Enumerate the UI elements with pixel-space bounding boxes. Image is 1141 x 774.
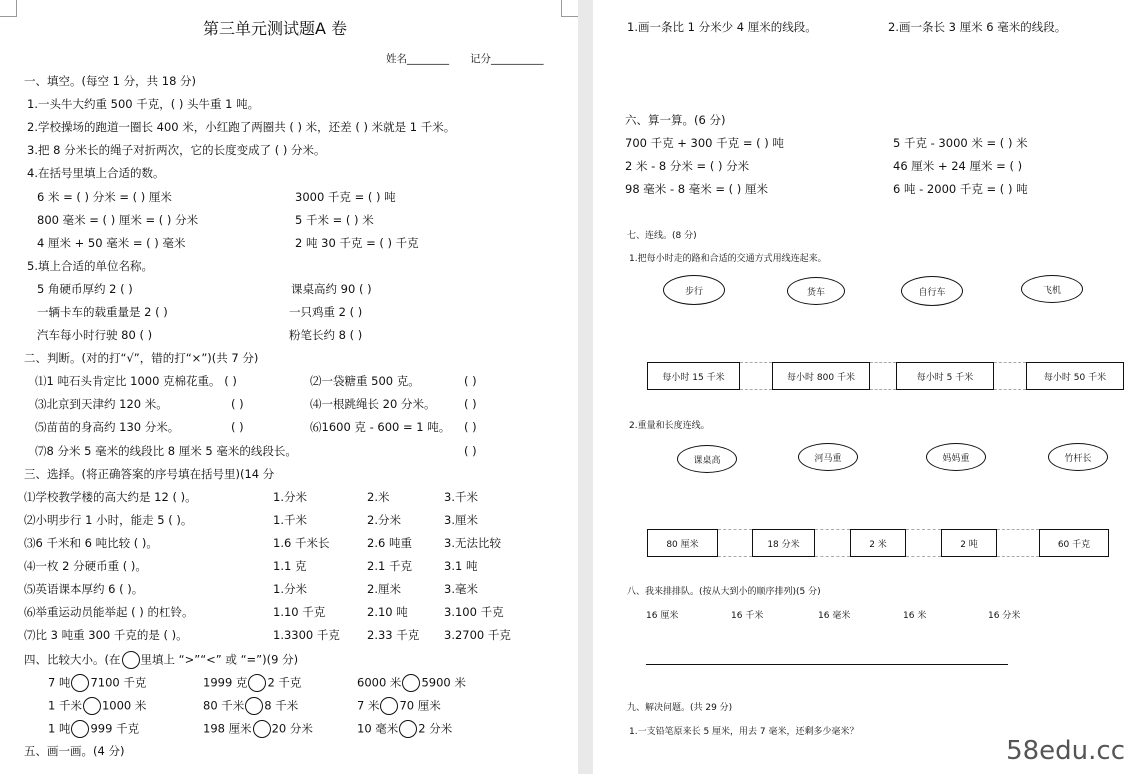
- choice-option[interactable]: 3.千米: [444, 490, 478, 504]
- judge-item: ⑴1 吨石头肯定比 1000 克棉花重。 ( ): [35, 374, 237, 388]
- choice-question: ⑷一枚 2 分硬币重 ( )。: [24, 559, 147, 573]
- choice-option[interactable]: 1.6 千米长: [273, 536, 330, 550]
- compare-right: 7100 千克: [90, 675, 147, 690]
- answer-paren[interactable]: ( ): [231, 397, 244, 411]
- choice-option[interactable]: 3.毫米: [444, 582, 478, 596]
- question-text: 1.一支铅笔原来长 5 厘米，用去 7 毫米，还剩多少毫米？: [629, 727, 859, 737]
- answer-paren[interactable]: ( ): [464, 420, 477, 434]
- compare-item: [48, 697, 146, 715]
- compare-circle-icon[interactable]: [248, 674, 266, 692]
- compare-item: [203, 720, 313, 738]
- match-oval[interactable]: 货车: [787, 277, 845, 305]
- compare-item: [48, 674, 146, 692]
- compare-circle-icon[interactable]: [245, 697, 263, 715]
- compare-circle-icon[interactable]: [380, 697, 398, 715]
- judge-item: ⑷一根跳绳长 20 分米。: [310, 397, 436, 411]
- judge-item: ⑺8 分米 5 毫米的线段比 8 厘米 5 毫米的线段长。: [35, 444, 297, 458]
- match-box[interactable]: 2 米: [850, 529, 906, 557]
- compare-circle-icon[interactable]: [399, 720, 417, 738]
- compare-right: 2 千克: [267, 675, 302, 690]
- question-text: 一只鸡重 2 ( ): [289, 305, 363, 319]
- question-text: 4 厘米 + 50 毫米 = ( ) 毫米: [37, 236, 186, 250]
- choice-option[interactable]: 3.1 吨: [444, 559, 478, 573]
- question-text: 3000 千克 = ( ) 吨: [295, 190, 396, 204]
- choice-option[interactable]: 2.米: [367, 490, 390, 504]
- calc-item: 6 吨 - 2000 千克 = ( ) 吨: [893, 182, 1028, 196]
- compare-left: 6000 米: [357, 675, 402, 690]
- crop-mark: [561, 0, 578, 17]
- choice-option[interactable]: 2.33 千克: [367, 628, 420, 642]
- compare-circle-icon[interactable]: [402, 674, 420, 692]
- section-heading: 七、连线。(8 分): [627, 231, 697, 241]
- question-text: 2.重量和长度连线。: [629, 421, 710, 431]
- choice-option[interactable]: 1.千米: [273, 513, 307, 527]
- compare-left: 80 千米: [203, 698, 245, 713]
- question-text: 5 角硬币厚约 2 ( ): [37, 282, 133, 296]
- choice-question: ⑴学校教学楼的高大约是 12 ( )。: [24, 490, 197, 504]
- compare-circle-icon[interactable]: [71, 720, 89, 738]
- choice-question: ⑹举重运动员能举起 ( ) 的杠铃。: [24, 605, 194, 619]
- match-oval[interactable]: 河马重: [798, 443, 858, 471]
- section-heading: 五、画一画。(4 分): [24, 744, 125, 758]
- match-oval[interactable]: 步行: [663, 275, 725, 305]
- question-text: 一辆卡车的载重量是 2 ( ): [37, 305, 168, 319]
- calc-item: 700 千克 + 300 千克 = ( ) 吨: [625, 136, 784, 150]
- calc-item: 98 毫米 - 8 毫米 = ( ) 厘米: [625, 182, 768, 196]
- compare-right: 1000 米: [101, 698, 147, 713]
- compare-circle-icon[interactable]: [83, 697, 101, 715]
- judge-item: ⑶北京到天津约 120 米。: [35, 397, 168, 411]
- question-text: 6 米 = ( ) 分米 = ( ) 厘米: [37, 190, 172, 204]
- match-box[interactable]: 每小时 800 千米: [772, 362, 870, 390]
- match-box[interactable]: 18 分米: [752, 529, 815, 557]
- sort-item: 16 千米: [731, 611, 764, 621]
- match-box[interactable]: 每小时 50 千米: [1026, 362, 1124, 390]
- crop-mark: [0, 0, 17, 17]
- section-heading: 八、我来排排队。(按从大到小的顺序排列)(5 分): [627, 587, 821, 597]
- choice-option[interactable]: 1.分米: [273, 582, 307, 596]
- watermark: 58edu.cc: [1006, 736, 1125, 766]
- choice-option[interactable]: 2.6 吨重: [367, 536, 412, 550]
- calc-item: 46 厘米 + 24 厘米 = ( ): [893, 159, 1023, 173]
- choice-option[interactable]: 3.无法比较: [444, 536, 501, 550]
- match-box[interactable]: 每小时 15 千米: [647, 362, 740, 390]
- compare-left: 1999 克: [203, 675, 248, 690]
- question-text: 3.把 8 分米长的绳子对折两次，它的长度变成了 ( ) 分米。: [27, 143, 326, 157]
- section-heading-part: 里填上 “>”“<” 或 “=”)(9 分): [140, 652, 299, 667]
- judge-item: ⑹1600 克 - 600 = 1 吨。: [310, 420, 451, 434]
- compare-item: [48, 720, 139, 738]
- match-box[interactable]: 2 吨: [941, 529, 997, 557]
- choice-question: ⑶6 千米和 6 吨比较 ( )。: [24, 536, 158, 550]
- compare-item: [357, 697, 441, 715]
- choice-question: ⑵小明步行 1 小时，能走 5 ( )。: [24, 513, 193, 527]
- choice-option[interactable]: 1.1 克: [273, 559, 307, 573]
- question-text: 1.一头牛大约重 500 千克，( ) 头牛重 1 吨。: [27, 97, 260, 111]
- question-text: 5.填上合适的单位名称。: [27, 259, 153, 273]
- compare-circle-icon: [122, 651, 140, 669]
- score-field[interactable]: 记分__________: [470, 53, 544, 65]
- answer-paren[interactable]: ( ): [231, 420, 244, 434]
- compare-right: 2 分米: [418, 721, 453, 736]
- choice-option[interactable]: 2.10 吨: [367, 605, 408, 619]
- match-box[interactable]: 每小时 5 千米: [896, 362, 994, 390]
- section-heading: 三、选择。(将正确答案的序号填在括号里)(14 分: [24, 467, 275, 481]
- calc-item: 2 米 - 8 分米 = ( ) 分米: [625, 159, 750, 173]
- question-text: 2 吨 30 千克 = ( ) 千克: [295, 236, 419, 250]
- answer-paren[interactable]: ( ): [464, 397, 477, 411]
- sort-item: 16 毫米: [818, 611, 851, 621]
- compare-left: 10 毫米: [357, 721, 399, 736]
- question-text: 1.画一条比 1 分米少 4 厘米的线段。: [627, 20, 817, 34]
- match-oval[interactable]: 课桌高: [677, 445, 737, 473]
- compare-item: [203, 697, 298, 715]
- section-heading: 二、判断。(对的打“√”，错的打“×”)(共 7 分): [24, 351, 259, 365]
- exam-title: 第三单元测试题A 卷: [203, 19, 348, 38]
- question-text: 课桌高约 90 ( ): [291, 282, 372, 296]
- choice-option[interactable]: 1.分米: [273, 490, 307, 504]
- compare-right: 20 分米: [271, 721, 313, 736]
- question-text: 1.把每小时走的路和合适的交通方式用线连起来。: [629, 254, 827, 264]
- compare-right: 999 千克: [90, 721, 140, 736]
- choice-option[interactable]: 1.3300 千克: [273, 628, 340, 642]
- choice-question: ⑺比 3 吨重 300 千克的是 ( )。: [24, 628, 188, 642]
- question-text: 汽车每小时行驶 80 ( ): [37, 328, 153, 342]
- compare-left: 1 千米: [48, 698, 82, 713]
- section-heading: 一、填空。(每空 1 分，共 18 分): [24, 74, 197, 88]
- question-text: 2.学校操场的跑道一圈长 400 米，小红跑了两圈共 ( ) 米，还差 ( ) 米就是 1 千米。: [27, 120, 456, 134]
- compare-right: 5900 米: [421, 675, 466, 690]
- question-text: 5 千米 = ( ) 米: [295, 213, 374, 227]
- section-heading: 九、解决问题。(共 29 分): [627, 703, 733, 713]
- sort-item: 16 分米: [988, 611, 1021, 621]
- question-text: 2.画一条长 3 厘米 6 毫米的线段。: [888, 20, 1067, 34]
- match-oval[interactable]: 竹杆长: [1048, 443, 1108, 471]
- choice-option[interactable]: 1.10 千克: [273, 605, 326, 619]
- compare-left: 7 米: [357, 698, 380, 713]
- choice-option[interactable]: 2.1 千克: [367, 559, 412, 573]
- compare-circle-icon[interactable]: [71, 674, 89, 692]
- calc-item: 5 千克 - 3000 米 = ( ) 米: [893, 136, 1028, 150]
- section-heading: [24, 651, 298, 669]
- choice-question: ⑸英语课本厚约 6 ( )。: [24, 582, 144, 596]
- compare-right: 8 千米: [264, 698, 299, 713]
- judge-item: ⑸苗苗的身高约 130 分米。: [35, 420, 180, 434]
- name-field[interactable]: 姓名________: [386, 53, 449, 65]
- exam-page-right: [593, 0, 1141, 774]
- question-text: 粉笔长约 8 ( ): [289, 328, 363, 342]
- compare-item: [357, 674, 466, 692]
- choice-option[interactable]: 2.厘米: [367, 582, 401, 596]
- compare-left: 1 吨: [48, 721, 71, 736]
- judge-item: ⑵一袋糖重 500 克。: [310, 374, 420, 388]
- match-oval[interactable]: 自行车: [901, 276, 963, 306]
- question-text: 800 毫米 = ( ) 厘米 = ( ) 分米: [37, 213, 199, 227]
- section-heading: 六、算一算。(6 分): [625, 113, 726, 127]
- compare-item: [203, 674, 301, 692]
- compare-left: 7 吨: [48, 675, 71, 690]
- answer-paren[interactable]: ( ): [464, 444, 477, 458]
- choice-option[interactable]: 3.2700 千克: [444, 628, 511, 642]
- sort-item: 16 米: [903, 611, 927, 621]
- compare-item: [357, 720, 452, 738]
- compare-circle-icon[interactable]: [253, 720, 271, 738]
- sort-item: 16 厘米: [646, 611, 679, 621]
- compare-right: 70 厘米: [399, 698, 441, 713]
- match-oval[interactable]: 妈妈重: [926, 443, 986, 471]
- choice-option[interactable]: 3.100 千克: [444, 605, 504, 619]
- choice-option[interactable]: 2.分米: [367, 513, 401, 527]
- answer-paren[interactable]: ( ): [464, 374, 477, 388]
- section-heading-part: 四、比较大小。(在: [24, 652, 121, 667]
- choice-option[interactable]: 3.厘米: [444, 513, 478, 527]
- compare-left: 198 厘米: [203, 721, 252, 736]
- match-box[interactable]: 60 千克: [1039, 529, 1109, 557]
- question-text: 4.在括号里填上合适的数。: [27, 166, 165, 180]
- match-oval[interactable]: 飞机: [1021, 275, 1083, 303]
- match-box[interactable]: 80 厘米: [647, 529, 718, 557]
